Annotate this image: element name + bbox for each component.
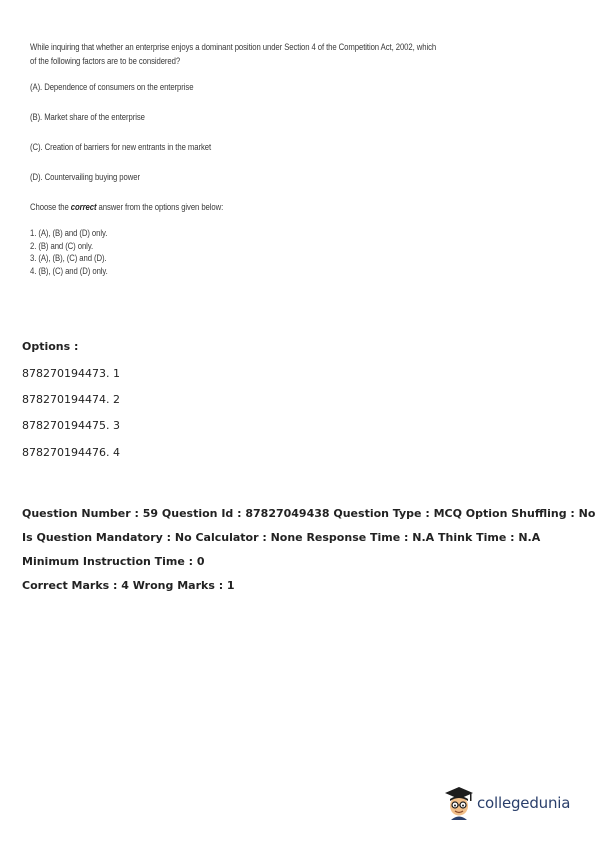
statement-a: (A). Dependence of consumers on the enterprise [30, 82, 194, 92]
meta-line-3: Minimum Instruction Time : 0 [22, 555, 205, 568]
option-item-1: 878270194473. 1 [22, 367, 120, 380]
instruction [30, 201, 494, 213]
choice-1: 1. (A), (B) and (D) only. [30, 228, 108, 238]
statement-d: (D). Countervailing buying power [30, 172, 140, 182]
answer-choices [30, 227, 494, 277]
logo-text: collegedunia [477, 794, 571, 812]
instruction-pre: Choose the [30, 202, 71, 212]
statement-b: (B). Market share of the enterprise [30, 112, 145, 122]
meta-line-2: Is Question Mandatory : No Calculator : None Response Time : N.A Think Time : N.A [22, 531, 541, 544]
option-item-2: 878270194474. 2 [22, 393, 120, 406]
question-metadata [22, 502, 595, 598]
option-item-4: 878270194476. 4 [22, 446, 120, 459]
meta-line-1: Question Number : 59 Question Id : 87827049438 Question Type : MCQ Option Shuffling : No [22, 507, 595, 520]
collegedunia-logo[interactable] [444, 786, 570, 820]
option-item-3: 878270194475. 3 [22, 419, 120, 432]
question-line-2: of the following factors are to be considered? [30, 56, 181, 66]
options-heading: Options : [22, 340, 79, 353]
instruction-post: answer from the options given below: [96, 202, 224, 212]
student-mascot-icon [444, 786, 474, 820]
question-line-1: While inquiring that whether an enterprise enjoys a dominant position under Section 4 of the Competition Act, 2002, which [30, 42, 437, 52]
statement-c: (C). Creation of barriers for new entrants in the market [30, 142, 212, 152]
question-text [30, 40, 546, 68]
choice-3: 3. (A), (B), (C) and (D). [30, 253, 107, 263]
meta-line-4: Correct Marks : 4 Wrong Marks : 1 [22, 579, 235, 592]
choice-2: 2. (B) and (C) only. [30, 240, 94, 251]
choice-4: 4. (B), (C) and (D) only. [30, 265, 108, 276]
instruction-bold: correct [70, 202, 97, 212]
question-image [30, 40, 494, 277]
